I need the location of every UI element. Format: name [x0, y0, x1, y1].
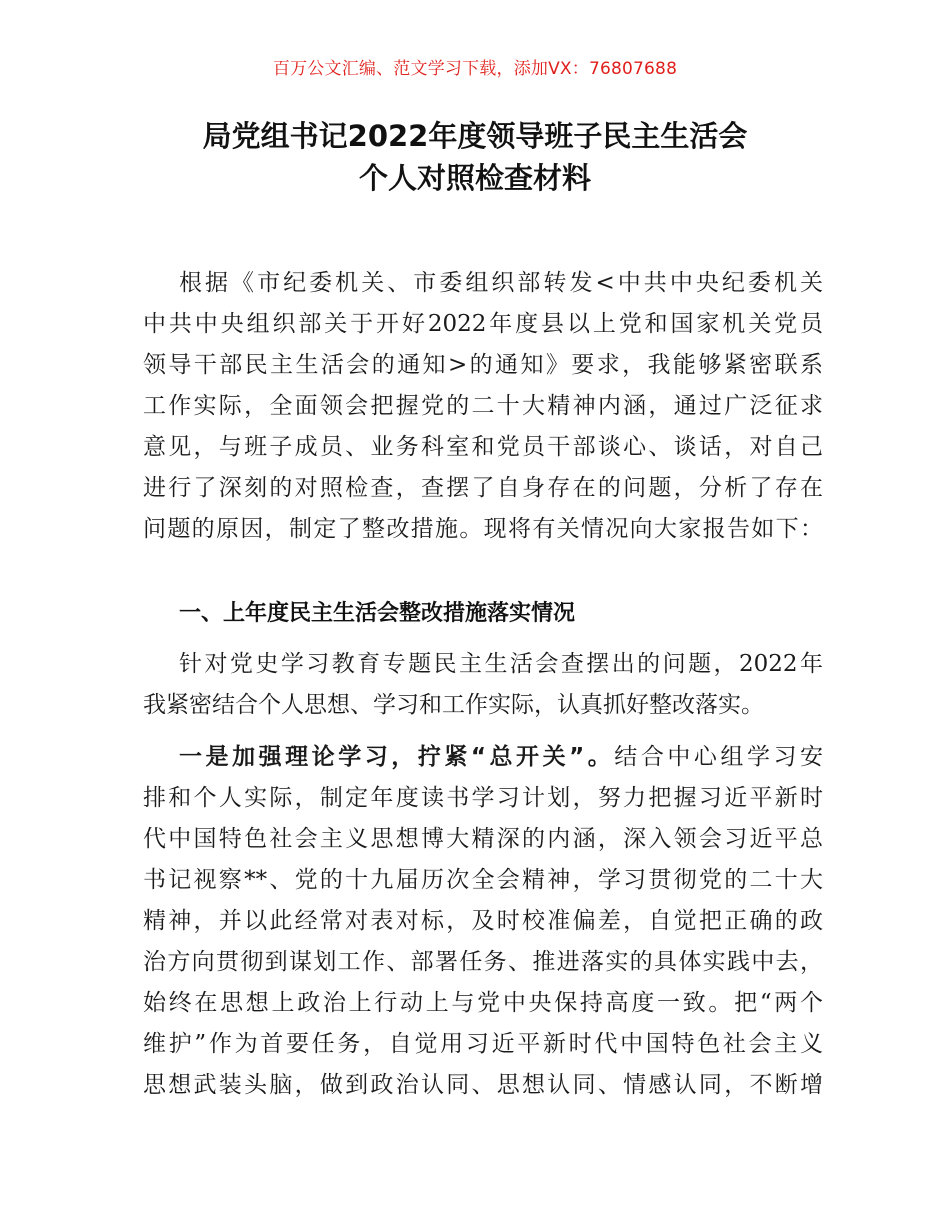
point-lead: 一是加强理论学习，拧紧“总开关”。	[179, 744, 615, 770]
point-line: 始终在思想上政治上行动上与党中央保持高度一致。把“两个	[143, 990, 823, 1016]
section-line: 我紧密结合个人思想、学习和工作实际，认真抓好整改落实。	[143, 692, 764, 718]
intro-line: 意见，与班子成员、业务科室和党员干部谈心、谈话，对自己	[143, 434, 823, 460]
intro-paragraph	[143, 263, 823, 550]
point-line: 思想武装头脑，做到政治认同、思想认同、情感认同，不断增	[143, 1072, 823, 1098]
point-line: 书记视察**、党的十九届历次全会精神，学习贯彻党的二十大	[143, 867, 823, 893]
point-first-line	[143, 737, 823, 778]
point-line: 治方向贯彻到谋划工作、部署任务、推进落实的具体实践中去，	[143, 949, 823, 975]
point-line: 精神，并以此经常对表对标，及时校准偏差，自觉把正确的政	[143, 908, 823, 934]
intro-line: 工作实际，全面领会把握党的二十大精神内涵，通过广泛征求	[143, 393, 823, 419]
document-title-line-1: 局党组书记2022年度领导班子民主生活会	[202, 119, 748, 153]
point-paragraph	[143, 737, 823, 1106]
section-heading: 一、上年度民主生活会整改措施落实情况	[179, 601, 576, 626]
point-first-rest: 结合中心组学习安	[614, 744, 824, 770]
point-line: 排和个人实际，制定年度读书学习计划，努力把握习近平新时	[143, 785, 823, 811]
intro-line: 进行了深刻的对照检查，查摆了自身存在的问题，分析了存在	[143, 475, 823, 501]
section-line: 针对党史学习教育专题民主生活会查摆出的问题，2022年	[179, 651, 823, 677]
point-line: 代中国特色社会主义思想博大精深的内涵，深入领会习近平总	[143, 826, 823, 852]
intro-line: 中共中央组织部关于开好2022年度县以上党和国家机关党员	[143, 311, 823, 337]
intro-line: 根据《市纪委机关、市委组织部转发<中共中央纪委机关	[179, 270, 823, 296]
document-title-line-2: 个人对照检查材料	[358, 161, 591, 195]
point-line: 维护”作为首要任务，自觉用习近平新时代中国特色社会主义	[143, 1031, 823, 1057]
intro-line: 领导干部民主生活会的通知>的通知》要求，我能够紧密联系	[143, 352, 823, 378]
section-paragraph	[143, 644, 823, 726]
header-notice: 百万公文汇编、范文学习下载，添加VX：76807688	[272, 59, 678, 79]
intro-line: 问题的原因，制定了整改措施。现将有关情况向大家报告如下：	[143, 516, 823, 542]
